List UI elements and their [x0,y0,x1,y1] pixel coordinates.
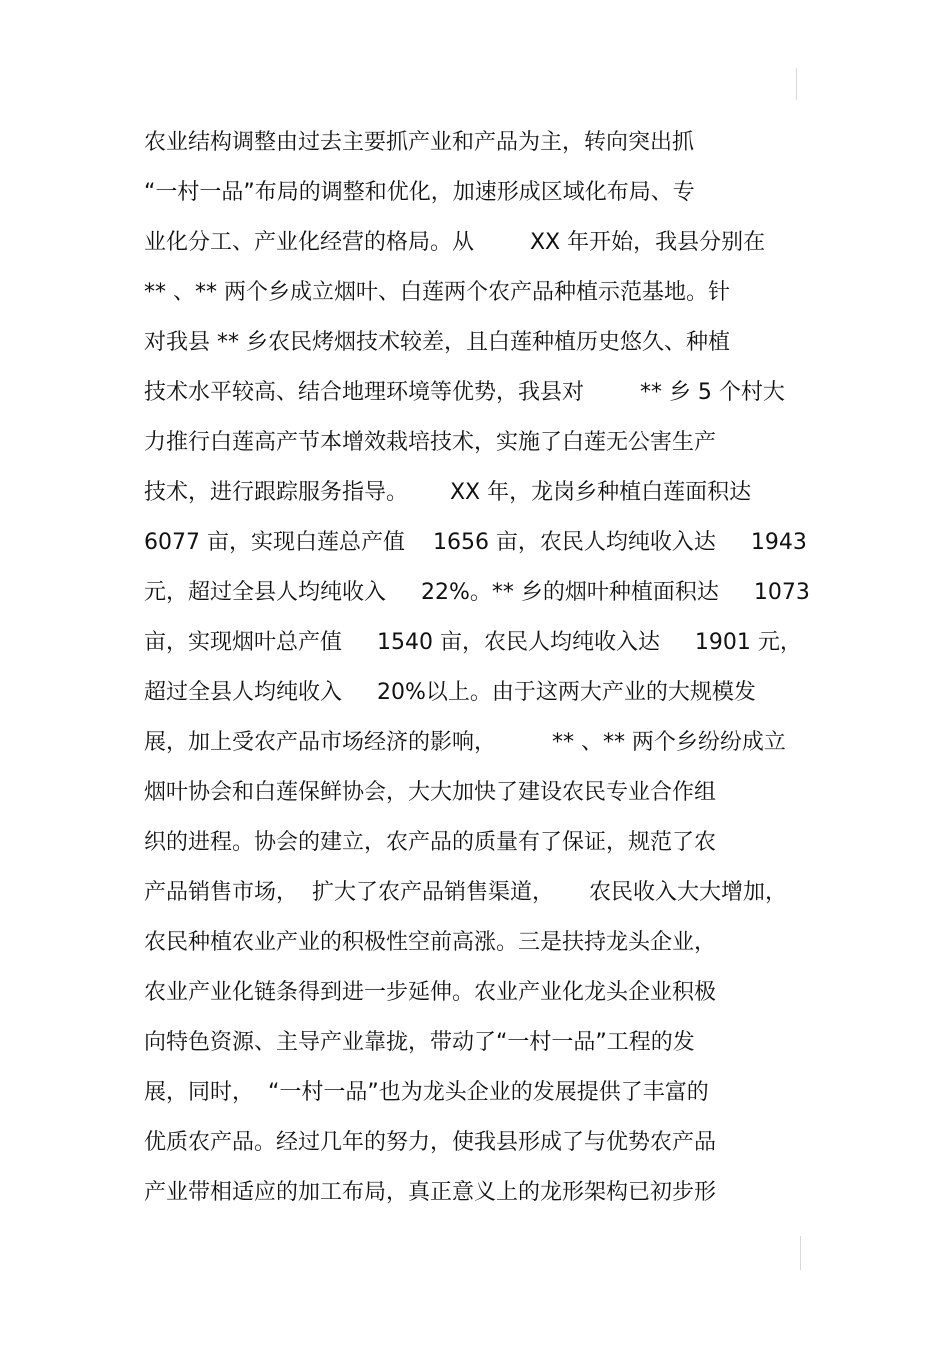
text-line-11: 亩，实现烟叶总产值 1540 亩，农民人均纯收入达 1901 元， [144,630,802,655]
text-line-14: 烟叶协会和白莲保鲜协会，大大加快了建设农民专业合作组 [144,780,717,805]
text-line-16: 产品销售市场， 扩大了农产品销售渠道， 农民收入大大增加， [144,880,787,905]
text-line-13: 展，加上受农产品市场经济的影响， ** 、** 两个乡纷纷成立 [144,730,786,755]
text-line-19: 向特色资源、主导产业靠拢，带动了“一村一品”工程的发 [144,1030,695,1055]
text-line-10: 元，超过全县人均纯收入 22%。** 乡的烟叶种植面积达 1073 [144,580,810,605]
text-line-1: 农业结构调整由过去主要抓产业和产品为主，转向突出抓 [144,130,695,155]
text-line-9: 6077 亩，实现白莲总产值 1656 亩，农民人均纯收入达 1943 [144,530,807,555]
text-line-7: 力推行白莲高产节本增效栽培技术，实施了白莲无公害生产 [144,430,717,455]
text-line-6: 技术水平较高、结合地理环境等优势，我县对 ** 乡 5 个村大 [144,380,785,405]
text-line-20: 展，同时， “一村一品”也为龙头企业的发展提供了丰富的 [144,1080,709,1105]
text-line-17: 农民种植农业产业的积极性空前高涨。三是扶持龙头企业， [144,930,717,955]
document-body [144,118,824,1218]
text-line-5: 对我县 ** 乡农民烤烟技术较差，且白莲种植历史悠久、种植 [144,330,730,355]
top-margin-mark [796,68,797,100]
text-line-12: 超过全县人均纯收入 20%以上。由于这两大产业的大规模发 [144,680,756,705]
text-line-3: 业化分工、产业化经营的格局。从 XX 年开始，我县分别在 [144,230,766,255]
text-line-4: ** 、** 两个乡成立烟叶、白莲两个农产品种植示范基地。针 [144,280,730,305]
text-line-21: 优质农产品。经过几年的努力，使我县形成了与优势农产品 [144,1130,717,1155]
text-line-18: 农业产业化链条得到进一步延伸。农业产业化龙头企业积极 [144,980,717,1005]
text-line-2: “一村一品”布局的调整和优化，加速形成区域化布局、专 [144,180,695,205]
bottom-margin-mark [800,1236,801,1270]
text-line-8: 技术，进行跟踪服务指导。 XX 年，龙岗乡种植白莲面积达 [144,480,752,505]
text-line-22: 产业带相适应的加工布局，真正意义上的龙形架构已初步形 [144,1180,717,1205]
text-line-15: 织的进程。协会的建立，农产品的质量有了保证，规范了农 [144,830,717,855]
